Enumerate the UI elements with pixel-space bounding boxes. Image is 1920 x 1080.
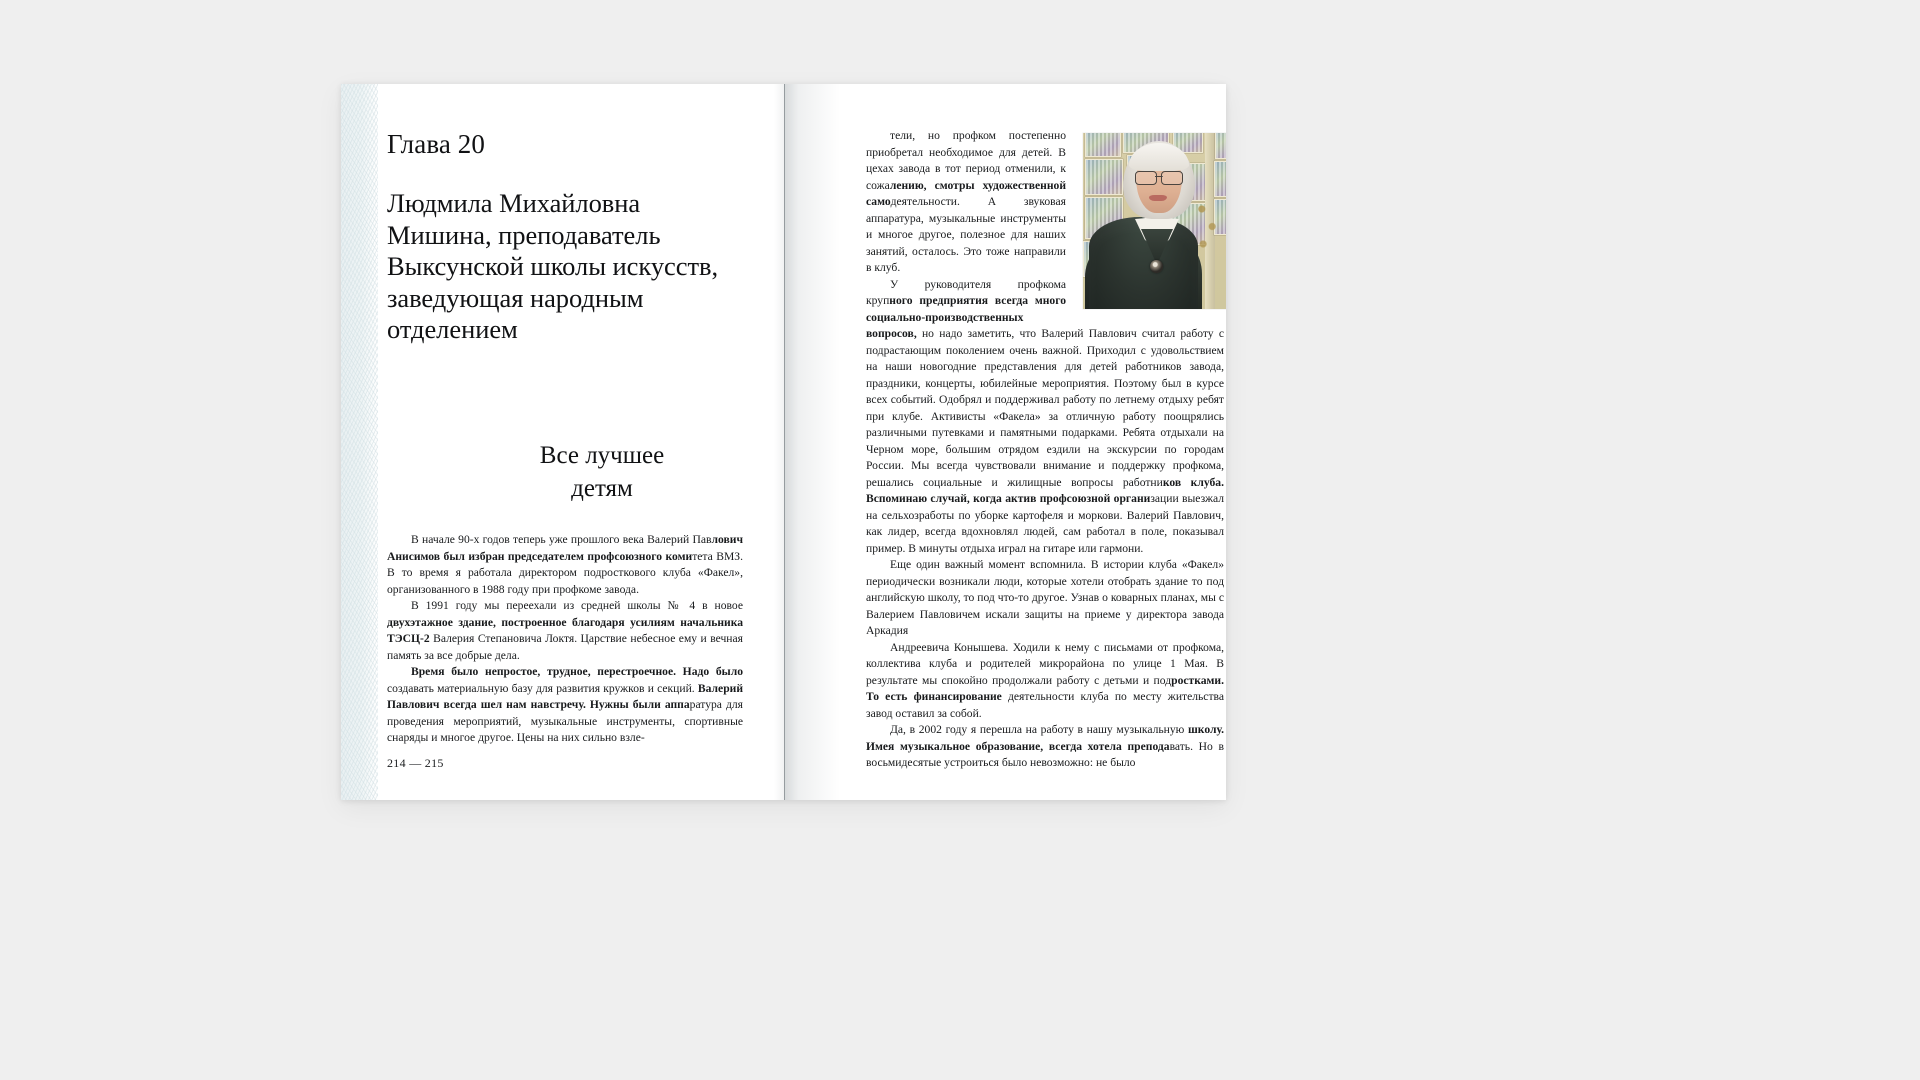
glasses-icon [1133,171,1185,184]
text-run: тета ВМЗ. В то время я работала директором подросткового клуба «Факел», организованного в 1988 году при профкоме завода. [387,549,743,596]
text-run-bold: ков клуба. Вспоминаю случай, когда актив профсоюзной органи [866,475,1225,505]
article-title-line: детям [571,475,633,502]
text-run: тели, но профком постепенно приобретал необходимое для детей. В цехах завода в тот период отменили, к сожа [866,129,1066,192]
page-number: 214 — 215 [387,756,444,770]
text-run: зации выезжал на сельхозработы по уборке картофеля и моркови. Валерий Павлович, как лидер, всегда вдохновлял людей, сам работал в поле, показывал пример. В минуты отдыха играл на гитаре или гармони. [866,492,1225,555]
chapter-title-line: искусств, заведующая [387,251,719,313]
text-run: Андреевича Конышева. Ходили к нему с письмами от профкома, коллектива клуба и родителей микрорайона по улице 1 Мая. В результате мы спокойно продолжали работу с детьми и под [866,640,1224,687]
paragraph [866,277,1224,558]
chapter-title-line: Выксунской школы [387,251,606,281]
text-run-bold: Время было непростое, трудное, перестроечное. Надо было [411,665,743,678]
left-page-content [387,84,745,800]
paragraph [387,598,743,664]
text-run: ратура для проведения мероприятий, музыкальные инструменты, спортивные снаряды и многое другое. Цены на них сильно взле- [387,698,744,744]
right-page-content [866,84,1226,800]
text-run: В начале 90-х годов теперь уже прошлого века Валерий Пав [411,533,712,546]
text-run: Еще один важный момент вспомнила. В истории клуба «Факел» периодически возникали люди, которые хотели отобрать здание то под английскую школу, то под что-то другое. Узнав о коварных планах, мы с Валерием Павловичем искали защиты на приеме у директора завода Аркадия [866,558,1224,637]
right-page [784,84,1226,800]
text-run-bold: школу. Имея музыкальное образование, всегда хотела препода [866,723,1224,753]
text-run: деятельности. А звуковая аппаратура, музыкальные инструменты и многое другое, полезное для наших занятий, осталось. Это тоже направили в клуб. [866,195,1066,274]
text-run-bold: двухэтажное здание, построенное благодаря усилиям начальника ТЭСЦ-2 [387,615,743,645]
text-run-bold: ного предприятия всегда много социально-производственных вопросов, [866,294,1066,340]
text-run: деятельности клуба по месту жительства завод оставил за собой. [866,690,1224,720]
text-run: создавать материальную базу для развития кружков и секций. [387,681,698,695]
brooch [1150,260,1163,273]
paragraph [866,557,1224,640]
text-run: У руководителя профкома круп [866,277,1066,307]
portrait-photo [1083,133,1226,309]
text-run: вать. Но в восьмидесятые устроиться было невозможно: не было [866,739,1224,769]
chapter-label: Глава 20 [387,129,485,159]
chapter-title-line: народным отделением [387,282,644,344]
paragraph [866,722,1224,772]
chapter-title-line: Людмила Михайловна [387,188,641,218]
text-run: Да, в 2002 году я перешла на работу в нашу музыкальную [890,723,1188,736]
article-title-line: Все лучшее [539,442,665,469]
photo-subject [1083,133,1226,309]
text-run-bold: лению, смотры художественной само [866,178,1066,208]
paragraph [387,532,743,598]
paragraph [387,664,743,747]
text-run-bold: Валерий Павлович всегда шел нам навстречу. Нужны были аппа [387,681,743,711]
chapter-title-line: Мишина, преподаватель [387,219,661,250]
text-run: Валерия Степановича Локтя. Царствие небесное ему и вечная память за все добрые дела. [387,632,743,662]
text-run-bold: лович Анисимов был избран председателем профсоюзного коми [387,533,743,563]
chapter-title [387,188,732,346]
text-run: В 1991 году мы переехали из средней школы № 4 в новое [411,599,743,612]
text-run: но надо заметить, что Валерий Павлович считал работу с подрастающим поколением очень важной. Приходил с удовольствием на наши новогодние представления для детей работников завода, праздники, концерты, юбилейные мероприятия. Поэтому был в курсе всех событий. Одобрял и поддерживал работу по летнему отдыху ребят при клубе. Активисты «Факела» за отличную работу поощрялись различными путевками и памятными подарками. Ребята отдыхали на Черном море, большим отрядом ездили на экскурсии по городам России. Мы всегда чувствовали внимание и поддержку профкома, решались социальные и жилищные вопросы работни [866,327,1224,489]
text-run-bold: ростками. То есть финансирование [866,673,1224,703]
paragraph [866,640,1224,723]
left-body-text [387,532,743,747]
left-page [341,84,784,800]
article-title [387,439,745,505]
book-spread [341,84,1226,800]
